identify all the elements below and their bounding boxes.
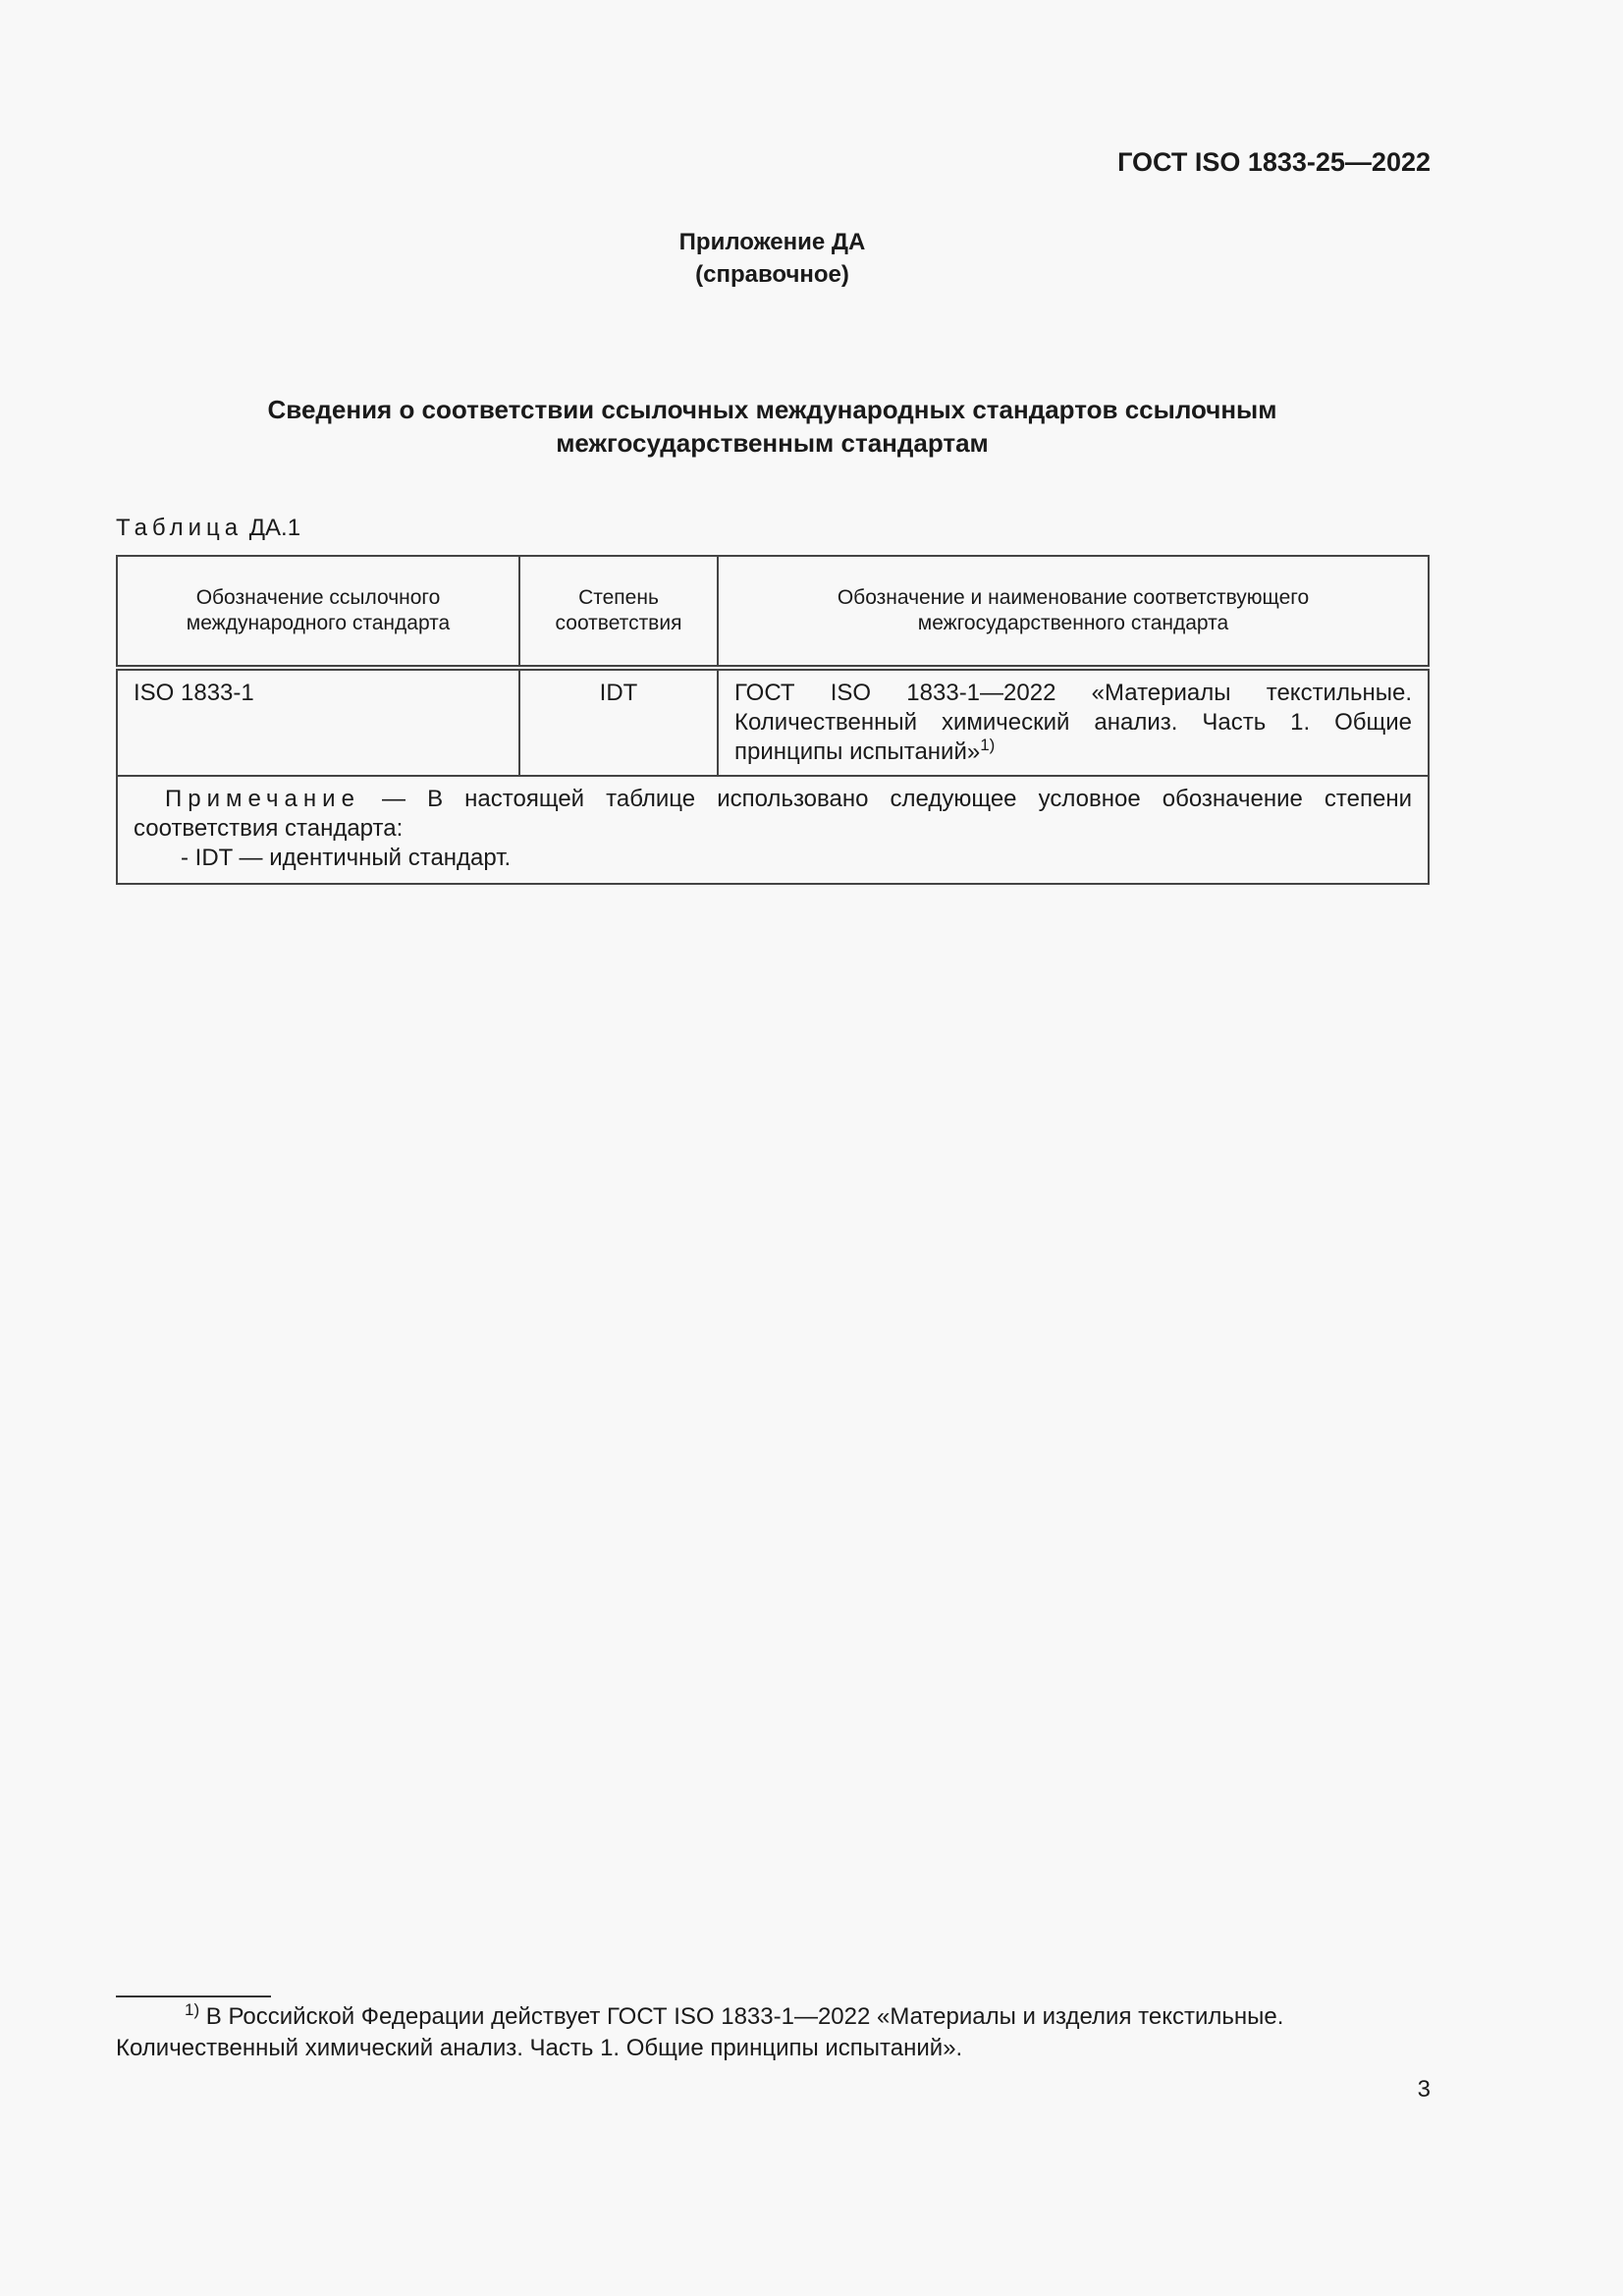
note-item: - IDT — идентичный стандарт. [181, 845, 512, 871]
header-intl-standard-text: Обозначение ссылочного международного стандарта [186, 586, 451, 634]
correspondence-table [116, 555, 1430, 885]
table-note [117, 776, 1429, 884]
footnote-body [116, 2001, 1412, 2064]
section-title-line2: межгосударственным стандартам [556, 428, 989, 458]
cell-degree: IDT [519, 668, 718, 776]
note-label: Примечание [165, 786, 360, 812]
footnote-divider [116, 1995, 271, 1997]
cell-national-standard-text: ГОСТ ISO 1833-1—2022 «Материалы текстильные. Количественный химический анализ. Часть 1. Общие принципы испытаний» [734, 680, 1412, 765]
table-header-row [117, 556, 1429, 668]
note-text: — В настоящей таблице использовано следующее условное обозначение степени соответствия стандарта: [134, 786, 1413, 842]
section-title-line1: Сведения о соответствии ссылочных международных стандартов ссылочным [267, 395, 1277, 424]
appendix-title: Приложение ДА [678, 229, 866, 255]
table-caption-id: ДА.1 [248, 515, 301, 541]
section-title [116, 393, 1429, 460]
cell-national-standard [718, 668, 1429, 776]
header-degree-text: Степень соответствия [555, 586, 682, 634]
appendix-heading [0, 226, 1544, 291]
footnote-mark: 1) [185, 2000, 200, 2019]
table-note-row [117, 776, 1429, 884]
header-national-standard-text: Обозначение и наименование соответствующего межгосударственного стандарта [837, 586, 1310, 634]
page-number: 3 [1417, 2076, 1431, 2103]
footnote-text: В Российской Федерации действует ГОСТ ISO 1833-1—2022 «Материалы и изделия текстильные. Количественный химический анализ. Часть 1. Общие принципы испытаний». [116, 2003, 1284, 2061]
table-caption-label: Таблица [116, 515, 243, 541]
appendix-subtitle: (справочное) [695, 261, 849, 288]
note-body [134, 785, 1412, 844]
footnote-reference[interactable]: 1) [980, 736, 996, 754]
footnote [116, 2001, 1412, 2064]
header-national-standard [718, 556, 1429, 668]
header-degree [519, 556, 718, 668]
header-intl-standard [117, 556, 519, 668]
cell-intl-standard: ISO 1833-1 [117, 668, 519, 776]
table-row [117, 668, 1429, 776]
table-caption [116, 515, 300, 542]
document-code: ГОСТ ISO 1833-25—2022 [1117, 147, 1431, 177]
